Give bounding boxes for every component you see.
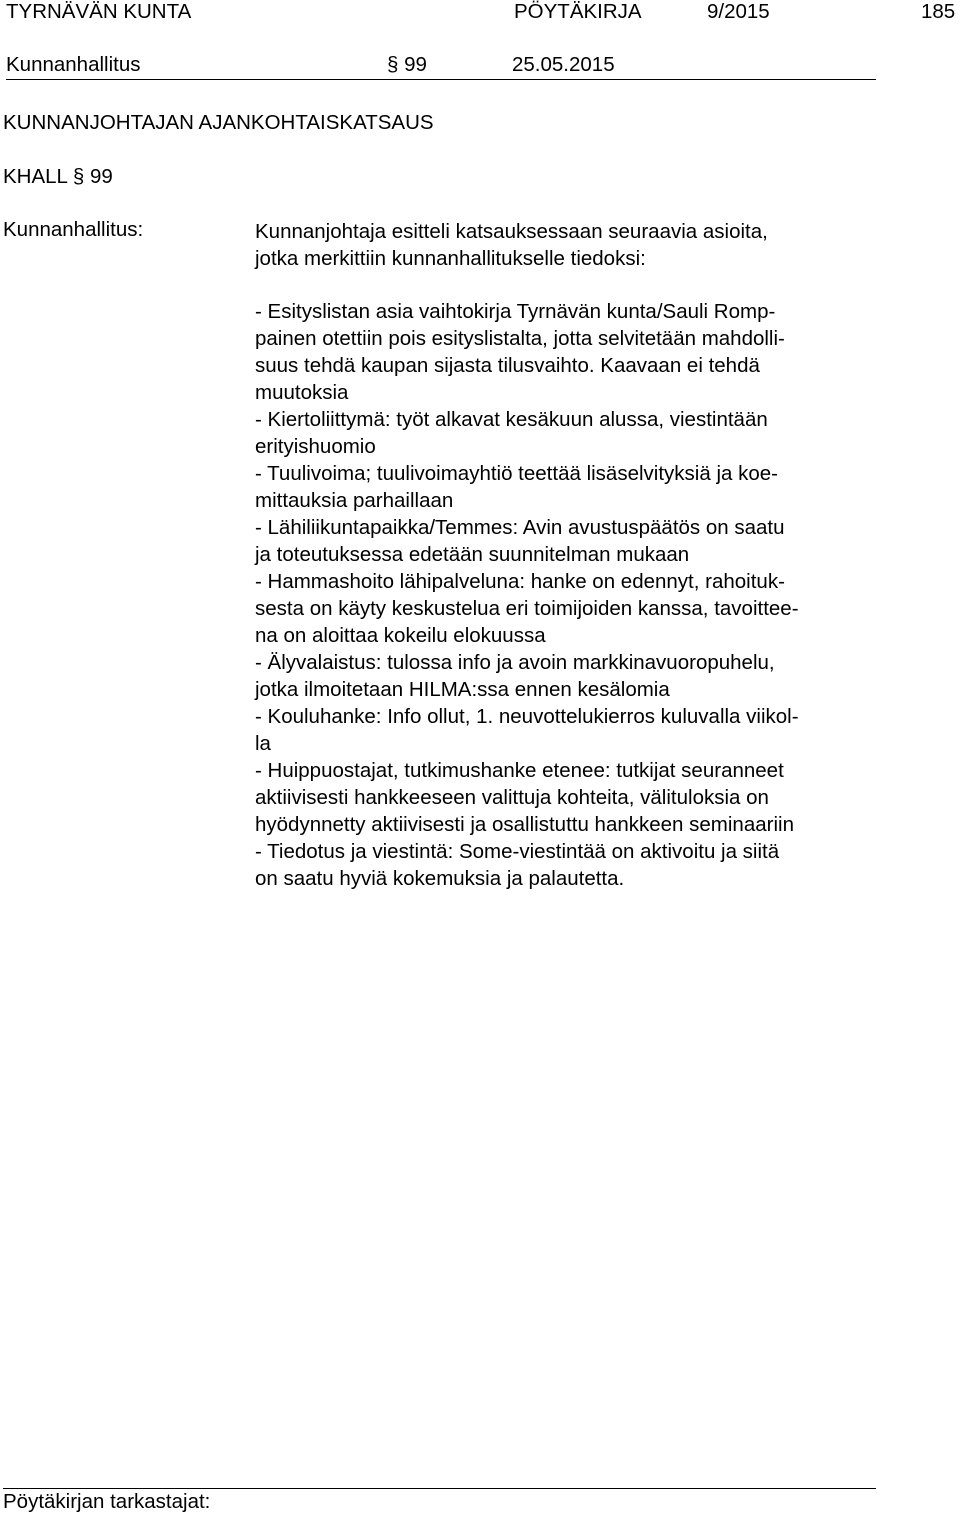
item-line: - Esityslistan asia vaihtokirja Tyrnävän kunta/Sauli Romp- xyxy=(255,300,776,323)
item-line: - Älyvalaistus: tulossa info ja avoin markkinavuoropuhelu, xyxy=(255,651,775,674)
reviewers-label: Pöytäkirjan tarkastajat: xyxy=(3,1490,211,1513)
item-line: mittauksia parhaillaan xyxy=(255,489,454,512)
section-title: KUNNANJOHTAJAN AJANKOHTAISKATSAUS xyxy=(3,111,434,134)
meeting-body: Kunnanhallitus xyxy=(6,53,141,76)
paragraph-number: § 99 xyxy=(387,53,427,76)
item-line: erityishuomio xyxy=(255,435,376,458)
header-rule xyxy=(6,79,876,80)
item-line: la xyxy=(255,732,271,755)
intro-text xyxy=(255,218,768,272)
page-number: 185 xyxy=(921,0,956,23)
item-line: suus tehdä kaupan sijasta tilusvaihto. Kaavaan ei tehdä xyxy=(255,354,760,377)
section-label: Kunnanhallitus: xyxy=(3,218,144,241)
document-number: 9/2015 xyxy=(707,0,770,23)
item-list xyxy=(255,298,799,892)
section-reference: KHALL § 99 xyxy=(3,165,113,188)
item-line: - Kouluhanke: Info ollut, 1. neuvottelukierros kuluvalla viikol- xyxy=(255,705,799,728)
meeting-date: 25.05.2015 xyxy=(512,53,615,76)
item-line: muutoksia xyxy=(255,381,349,404)
document-type: PÖYTÄKIRJA xyxy=(514,0,642,23)
intro-line: Kunnanjohtaja esitteli katsauksessaan seuraavia asioita, xyxy=(255,220,768,243)
item-line: ja toteutuksessa edetään suunnitelman mukaan xyxy=(255,543,690,566)
intro-line: jotka merkittiin kunnanhallitukselle tiedoksi: xyxy=(255,247,646,270)
item-line: - Tiedotus ja viestintä: Some-viestintää on aktivoitu ja siitä xyxy=(255,840,780,863)
item-line: na on aloittaa kokeilu elokuussa xyxy=(255,624,546,647)
item-line: painen otettiin pois esityslistalta, jotta selvitetään mahdolli- xyxy=(255,327,785,350)
item-line: - Kiertoliittymä: työt alkavat kesäkuun alussa, viestintään xyxy=(255,408,768,431)
item-line: - Lähiliikuntapaikka/Temmes: Avin avustuspäätös on saatu xyxy=(255,516,785,539)
item-line: on saatu hyviä kokemuksia ja palautetta. xyxy=(255,867,625,890)
item-line: aktiivisesti hankkeeseen valittuja kohteita, välituloksia on xyxy=(255,786,769,809)
item-line: - Hammashoito lähipalveluna: hanke on edennyt, rahoituk- xyxy=(255,570,785,593)
item-line: - Huippuostajat, tutkimushanke etenee: tutkijat seuranneet xyxy=(255,759,784,782)
footer-rule xyxy=(3,1488,876,1489)
organization-name: TYRNÄVÄN KUNTA xyxy=(6,0,192,23)
item-line: jotka ilmoitetaan HILMA:ssa ennen kesälomia xyxy=(255,678,670,701)
item-line: sesta on käyty keskustelua eri toimijoiden kanssa, tavoittee- xyxy=(255,597,799,620)
item-line: hyödynnetty aktiivisesti ja osallistuttu hankkeen seminaariin xyxy=(255,813,794,836)
item-line: - Tuulivoima; tuulivoimayhtiö teettää lisäselvityksiä ja koe- xyxy=(255,462,778,485)
